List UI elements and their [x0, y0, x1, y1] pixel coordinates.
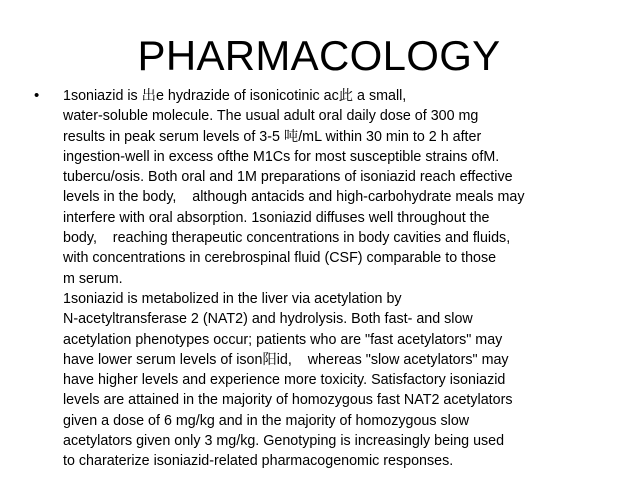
text-line: have higher levels and experience more toxicity. Satisfactory isoniazid	[63, 372, 506, 389]
text-line: m serum.	[63, 270, 123, 287]
text-line: acetylators given only 3 mg/kg. Genotyping is increasingly being used	[63, 433, 505, 450]
text-line: levels in the body, although antacids and high-carbohydrate meals may	[63, 189, 525, 206]
text-line: acetylation phenotypes occur; patients who are "fast acetylators" may	[63, 331, 503, 348]
text-line: have lower serum levels of ison阳id, whereas "slow acetylators" may	[63, 351, 509, 368]
body-text	[63, 86, 633, 472]
text-line: water-soluble molecule. The usual adult oral daily dose of 300 mg	[63, 108, 479, 125]
text-line: body, reaching therapeutic concentrations in body cavities and fluids,	[63, 230, 511, 247]
text-line: ingestion-well in excess ofthe M1Cs for most susceptible strains ofM.	[63, 148, 500, 165]
text-line: to charaterize isoniazid-related pharmacogenomic responses.	[63, 453, 454, 470]
text-line: interfere with oral absorption. 1soniazid diffuses well throughout the	[63, 209, 490, 226]
bullet-marker: •	[34, 87, 40, 104]
text-line: 1soniazid is 出e hydrazide of isonicotinic ac此 a small,	[63, 88, 407, 104]
text-line: 1soniazid is metabolized in the liver via acetylation by	[63, 290, 402, 307]
text-line: levels are attained in the majority of homozygous fast NAT2 acetylators	[63, 392, 513, 409]
text-line: tubercu/osis. Both oral and 1M preparations of isoniazid reach effective	[63, 169, 513, 186]
slide-title: PHARMACOLOGY	[137, 32, 501, 79]
text-line: N-acetyltransferase 2 (NAT2) and hydrolysis. Both fast- and slow	[63, 311, 473, 328]
text-line: given a dose of 6 mg/kg and in the majority of homozygous slow	[63, 412, 470, 429]
text-line: results in peak serum levels of 3-5 吨/mL within 30 min to 2 h after	[63, 128, 482, 145]
text-line: with concentrations in cerebrospinal fluid (CSF) comparable to those	[63, 250, 497, 267]
